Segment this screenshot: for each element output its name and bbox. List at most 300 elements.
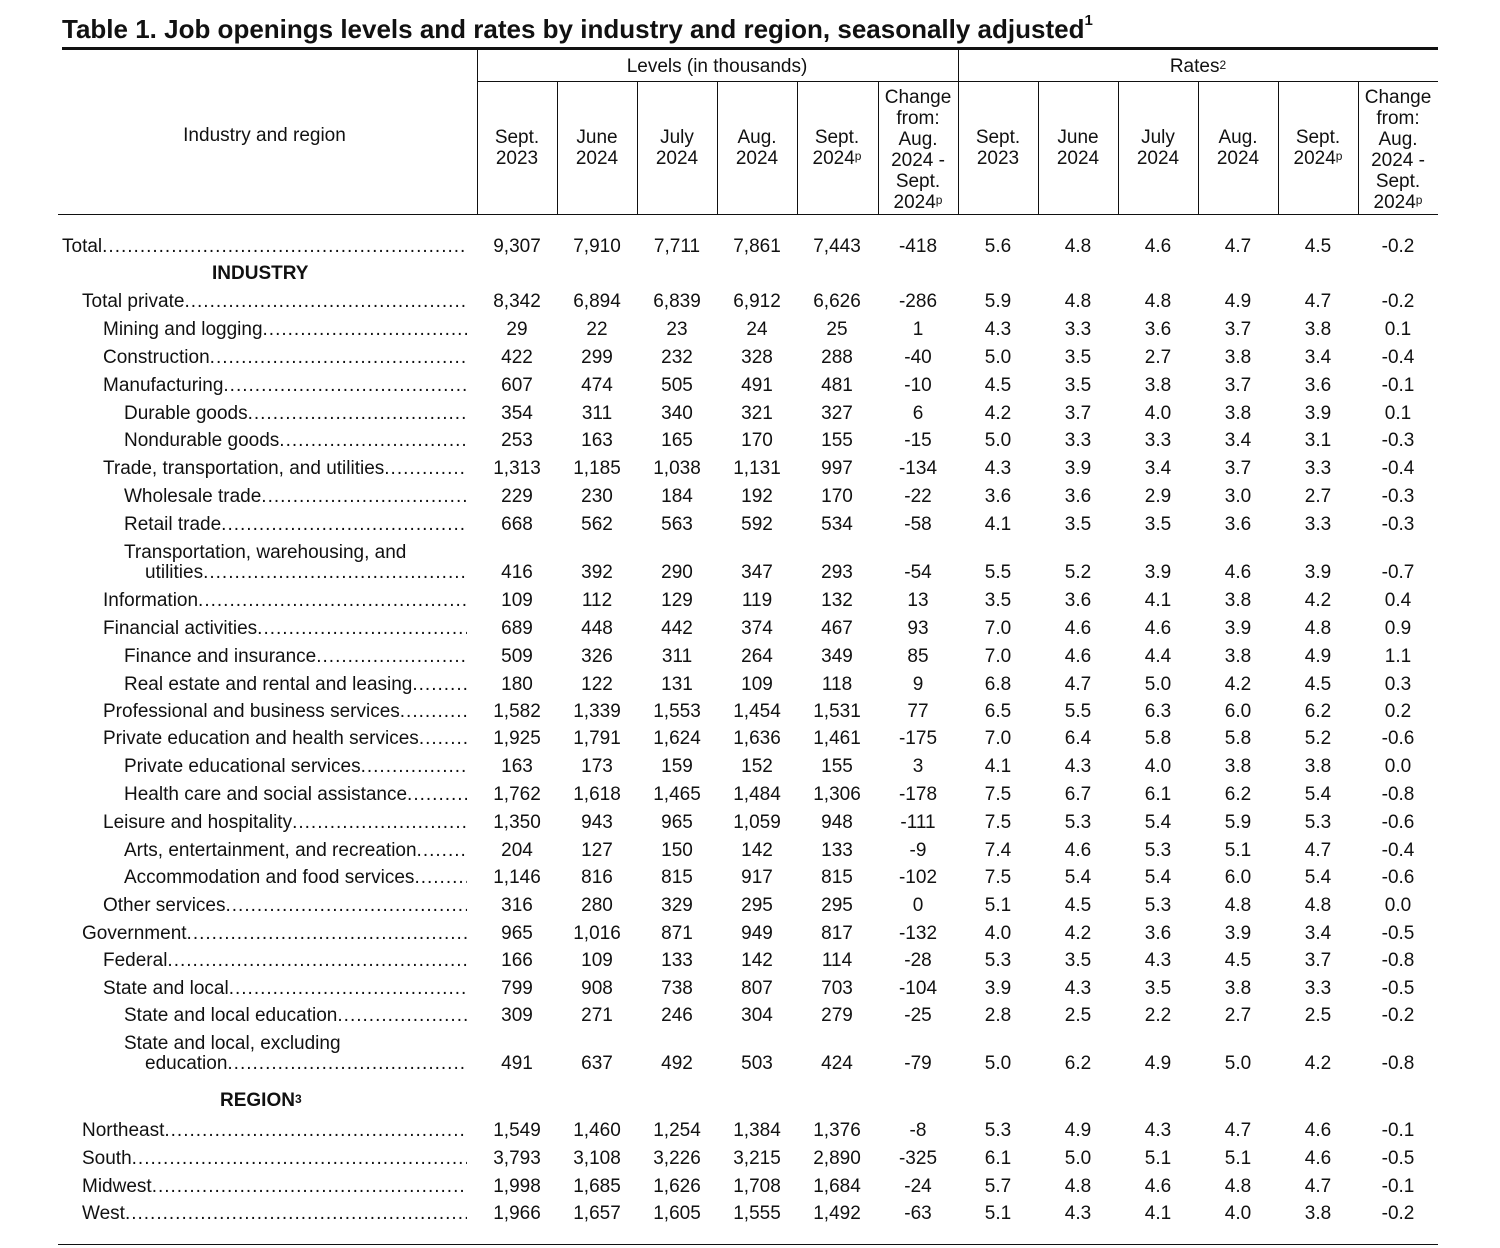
level-cell: 109 — [581, 950, 613, 971]
rate-cell: 4.8 — [1064, 1176, 1092, 1197]
level-cell: 816 — [581, 867, 613, 888]
rate-cell: 4.5 — [1304, 236, 1332, 257]
level-cell: -102 — [898, 867, 938, 888]
rate-cell: 3.4 — [1144, 458, 1172, 479]
leader-dots — [225, 895, 467, 916]
level-cell: 1,626 — [653, 1176, 701, 1197]
row-label-text: Total — [62, 236, 103, 257]
row-label — [124, 840, 467, 861]
title-rule — [62, 47, 1438, 50]
level-cell: 1,376 — [813, 1120, 861, 1141]
rate-cell: 3.0 — [1224, 486, 1252, 507]
level-cell: 131 — [661, 674, 693, 695]
level-cell: 562 — [581, 514, 613, 535]
rate-cell: 5.4 — [1304, 784, 1332, 805]
level-cell: 799 — [501, 978, 533, 999]
rate-cell: 3.8 — [1224, 756, 1252, 777]
level-cell: 109 — [501, 590, 533, 611]
section-industry: INDUSTRY — [212, 263, 309, 284]
rate-cell: 4.3 — [1064, 1203, 1092, 1224]
leader-dots — [164, 1120, 467, 1141]
rate-cell: 5.4 — [1064, 867, 1092, 888]
rate-cell: 4.2 — [984, 403, 1012, 424]
level-cell: 152 — [741, 756, 773, 777]
rate-cell: 4.3 — [984, 319, 1012, 340]
level-cell: 271 — [581, 1005, 613, 1026]
level-cell: 118 — [821, 674, 853, 695]
level-cell: 607 — [501, 375, 533, 396]
level-cell: -286 — [898, 291, 938, 312]
level-cell: 1,131 — [733, 458, 781, 479]
level-cell: 917 — [741, 867, 773, 888]
level-cell: 184 — [661, 486, 693, 507]
level-cell: 114 — [821, 950, 853, 971]
rate-cell: -0.7 — [1381, 562, 1415, 583]
rate-cell: 5.1 — [1144, 1148, 1172, 1169]
leader-dots — [417, 840, 467, 861]
row-label-text: Nondurable goods — [124, 430, 280, 451]
level-cell: 253 — [501, 430, 533, 451]
rate-cell: 3.8 — [1144, 375, 1172, 396]
row-label — [82, 291, 467, 312]
level-cell: 815 — [821, 867, 853, 888]
level-cell: 1,146 — [493, 867, 541, 888]
rate-cell: 3.9 — [984, 978, 1012, 999]
row-label — [124, 867, 467, 888]
level-cell: 1,465 — [653, 784, 701, 805]
level-cell: 534 — [821, 514, 853, 535]
level-cell: 392 — [581, 562, 613, 583]
level-cell: 1,460 — [573, 1120, 621, 1141]
row-label-text: Real estate and rental and leasing — [124, 674, 413, 695]
rate-cell: 5.4 — [1144, 812, 1172, 833]
preliminary-marker: p — [1335, 149, 1343, 163]
rate-cell: -0.4 — [1381, 458, 1415, 479]
rate-cell: 3.4 — [1224, 430, 1252, 451]
row-label — [103, 950, 467, 971]
level-cell: 7,443 — [813, 236, 861, 257]
leader-dots — [384, 458, 467, 479]
rate-cell: 3.6 — [1064, 590, 1092, 611]
rate-cell: 6.1 — [1144, 784, 1172, 805]
rate-cell: 4.9 — [1304, 646, 1332, 667]
rate-cell: 4.6 — [1064, 618, 1092, 639]
rate-cell: 3.7 — [1304, 950, 1332, 971]
level-cell: 9,307 — [493, 236, 541, 257]
rate-cell: 4.6 — [1304, 1120, 1332, 1141]
rate-cell: 4.2 — [1304, 1053, 1332, 1074]
row-label — [103, 812, 467, 833]
rate-cell: 4.8 — [1224, 1176, 1252, 1197]
rate-cell: 4.5 — [984, 375, 1012, 396]
leader-dots — [210, 347, 467, 368]
level-cell: 1,605 — [653, 1203, 701, 1224]
level-cell: 1,684 — [813, 1176, 861, 1197]
rate-cell: 0.4 — [1384, 590, 1412, 611]
rate-cell: -0.4 — [1381, 347, 1415, 368]
level-cell: 230 — [581, 486, 613, 507]
rate-cell: -0.5 — [1381, 1148, 1415, 1169]
level-cell: 1,685 — [573, 1176, 621, 1197]
rate-cell: 7.0 — [984, 618, 1012, 639]
rate-cell: 0.1 — [1384, 403, 1412, 424]
rate-cell: 5.1 — [1224, 1148, 1252, 1169]
rate-cell: 5.4 — [1304, 867, 1332, 888]
rate-cell: 6.1 — [984, 1148, 1012, 1169]
level-cell: 1,553 — [653, 701, 701, 722]
row-label — [82, 923, 467, 944]
rate-cell: 4.1 — [984, 514, 1012, 535]
row-label-text: West — [82, 1203, 125, 1224]
column-header: Aug. 2024 — [735, 127, 779, 169]
rate-cell: 4.0 — [1144, 756, 1172, 777]
rate-cell: 5.6 — [984, 236, 1012, 257]
row-label-text: Mining and logging — [103, 319, 263, 340]
rate-cell: 3.9 — [1304, 562, 1332, 583]
rate-cell: -0.8 — [1381, 784, 1415, 805]
rate-cell: 3.5 — [1144, 514, 1172, 535]
level-cell: 703 — [821, 978, 853, 999]
level-cell: 592 — [741, 514, 773, 535]
rate-cell: 4.1 — [984, 756, 1012, 777]
rate-cell: 5.7 — [984, 1176, 1012, 1197]
row-label-text: South — [82, 1148, 132, 1169]
rate-cell: 3.7 — [1064, 403, 1092, 424]
level-cell: 1,925 — [493, 728, 541, 749]
rate-cell: 5.8 — [1144, 728, 1172, 749]
row-label — [124, 1005, 467, 1026]
row-label — [103, 319, 467, 340]
column-header: Aug. 2024 — [1216, 127, 1260, 169]
rate-cell: 3.6 — [1304, 375, 1332, 396]
row-label-text: Accommodation and food services — [124, 867, 415, 888]
level-cell: 1,555 — [733, 1203, 781, 1224]
level-cell: 180 — [501, 674, 533, 695]
rate-cell: 5.2 — [1304, 728, 1332, 749]
rate-cell: 4.1 — [1144, 590, 1172, 611]
level-cell: 563 — [661, 514, 693, 535]
rate-cell: 5.0 — [1144, 674, 1172, 695]
leader-dots — [279, 430, 467, 451]
level-cell: 163 — [581, 430, 613, 451]
rate-cell: 4.5 — [1304, 674, 1332, 695]
level-cell: 1,618 — [573, 784, 621, 805]
level-cell: 965 — [501, 923, 533, 944]
rate-cell: 6.8 — [984, 674, 1012, 695]
level-cell: 1,038 — [653, 458, 701, 479]
rate-cell: 4.3 — [1064, 978, 1092, 999]
rate-cell: 4.3 — [984, 458, 1012, 479]
column-header: Sept. 2024$^p$ — [812, 127, 862, 169]
leader-dots — [361, 756, 467, 777]
row-label-text: State and local education — [124, 1005, 338, 1026]
region-footnote: 3 — [294, 1092, 302, 1106]
level-cell: 481 — [821, 375, 853, 396]
level-cell: 1,254 — [653, 1120, 701, 1141]
level-cell: 122 — [581, 674, 613, 695]
table-title-text: Table 1. Job openings levels and rates by industry and region, seasonally adjusted — [62, 14, 1085, 44]
rate-cell: 5.0 — [1224, 1053, 1252, 1074]
level-cell: 1,306 — [813, 784, 861, 805]
level-cell: -132 — [898, 923, 938, 944]
rate-cell: 5.5 — [984, 562, 1012, 583]
rate-cell: 3.9 — [1224, 618, 1252, 639]
rate-cell: 3.5 — [984, 590, 1012, 611]
level-cell: 448 — [581, 618, 613, 639]
level-cell: 668 — [501, 514, 533, 535]
rate-cell: 3.6 — [1224, 514, 1252, 535]
rate-cell: 3.6 — [1064, 486, 1092, 507]
level-cell: 85 — [907, 646, 929, 667]
level-cell: 311 — [581, 403, 613, 424]
level-cell: 1,461 — [813, 728, 861, 749]
rate-cell: 4.3 — [1144, 1120, 1172, 1141]
level-cell: 288 — [821, 347, 853, 368]
row-label — [145, 562, 467, 583]
row-label-text: education — [145, 1053, 228, 1074]
row-label — [124, 784, 467, 805]
rate-cell: 6.5 — [984, 701, 1012, 722]
rate-cell: 6.2 — [1064, 1053, 1092, 1074]
rate-cell: 6.2 — [1304, 701, 1332, 722]
level-cell: 948 — [821, 812, 853, 833]
level-cell: 309 — [501, 1005, 533, 1026]
rate-cell: 4.8 — [1064, 236, 1092, 257]
level-cell: 2,890 — [813, 1148, 861, 1169]
leader-dots — [227, 1053, 467, 1074]
row-label — [82, 1176, 467, 1197]
row-label-text: Wholesale trade — [124, 486, 262, 507]
rate-cell: 4.3 — [1064, 756, 1092, 777]
rate-cell: 4.8 — [1144, 291, 1172, 312]
level-cell: 424 — [821, 1053, 853, 1074]
rate-cell: 6.0 — [1224, 867, 1252, 888]
level-cell: 1,549 — [493, 1120, 541, 1141]
level-cell: 354 — [501, 403, 533, 424]
rate-cell: 7.5 — [984, 867, 1012, 888]
level-cell: 316 — [501, 895, 533, 916]
rate-cell: 7.5 — [984, 784, 1012, 805]
level-cell: 8,342 — [493, 291, 541, 312]
rate-cell: 3.8 — [1304, 1203, 1332, 1224]
row-label-text: Government — [82, 923, 187, 944]
level-cell: 119 — [741, 590, 773, 611]
rate-cell: 6.7 — [1064, 784, 1092, 805]
level-cell: 1,313 — [493, 458, 541, 479]
level-cell: -24 — [904, 1176, 932, 1197]
leader-dots — [257, 618, 467, 639]
level-cell: 321 — [741, 403, 773, 424]
rate-cell: 4.0 — [984, 923, 1012, 944]
rate-cell: -0.6 — [1381, 867, 1415, 888]
rate-cell: 4.8 — [1224, 895, 1252, 916]
rate-cell: 6.0 — [1224, 701, 1252, 722]
level-cell: 416 — [501, 562, 533, 583]
level-cell: 132 — [821, 590, 853, 611]
level-cell: -58 — [904, 514, 932, 535]
rate-cell: 3.5 — [1064, 347, 1092, 368]
rate-cell: 1.1 — [1384, 646, 1412, 667]
level-cell: 264 — [741, 646, 773, 667]
level-cell: 304 — [741, 1005, 773, 1026]
rate-cell: -0.3 — [1381, 486, 1415, 507]
level-cell: 93 — [907, 618, 929, 639]
rate-cell: 0.1 — [1384, 319, 1412, 340]
rate-cell: 5.3 — [1144, 895, 1172, 916]
level-cell: 491 — [501, 1053, 533, 1074]
level-cell: 29 — [506, 319, 528, 340]
rate-cell: -0.2 — [1381, 291, 1415, 312]
row-label-text: Other services — [103, 895, 226, 916]
rate-cell: 4.2 — [1304, 590, 1332, 611]
rate-cell: 3.3 — [1304, 458, 1332, 479]
preliminary-marker: p — [1415, 193, 1423, 207]
group-header-label: Rates — [1169, 56, 1220, 77]
rate-cell: 2.5 — [1064, 1005, 1092, 1026]
column-header: July 2024 — [1136, 127, 1180, 169]
rate-cell: 5.1 — [984, 895, 1012, 916]
rate-cell: 5.3 — [1144, 840, 1172, 861]
rate-cell: 3.6 — [984, 486, 1012, 507]
level-cell: 1,762 — [493, 784, 541, 805]
rate-cell: 2.7 — [1224, 1005, 1252, 1026]
rate-cell: 3.8 — [1304, 756, 1332, 777]
rate-cell: 5.4 — [1144, 867, 1172, 888]
column-header-change: Change from: Aug. 2024 - Sept. 2024$^p$ — [1364, 87, 1432, 213]
level-cell: -104 — [898, 978, 938, 999]
row-label — [124, 646, 467, 667]
rate-cell: 3.9 — [1064, 458, 1092, 479]
leader-dots — [223, 375, 467, 396]
column-header: July 2024 — [655, 127, 699, 169]
level-cell: 170 — [821, 486, 853, 507]
rate-cell: 4.5 — [1224, 950, 1252, 971]
rate-cell: -0.1 — [1381, 1120, 1415, 1141]
level-cell: 112 — [581, 590, 613, 611]
level-cell: -10 — [904, 375, 932, 396]
rate-cell: 7.0 — [984, 728, 1012, 749]
title-footnote: 1 — [1084, 12, 1093, 29]
leader-dots — [187, 923, 467, 944]
leader-dots — [292, 812, 467, 833]
level-cell: -22 — [904, 486, 932, 507]
level-cell: -134 — [898, 458, 938, 479]
level-cell: 329 — [661, 895, 693, 916]
row-label-text: Total private — [82, 291, 185, 312]
row-label-text: Construction — [103, 347, 210, 368]
leader-dots — [102, 236, 467, 257]
row-label-text: Private education and health services — [103, 728, 419, 749]
level-cell: 503 — [741, 1053, 773, 1074]
row-label-text: Health care and social assistance — [124, 784, 408, 805]
level-cell: 1,016 — [573, 923, 621, 944]
rate-cell: 4.6 — [1064, 840, 1092, 861]
row-label-text: Information — [103, 590, 199, 611]
level-cell: 3,793 — [493, 1148, 541, 1169]
rate-cell: 3.6 — [1144, 319, 1172, 340]
level-cell: -325 — [898, 1148, 938, 1169]
row-label — [124, 430, 467, 451]
leader-dots — [221, 514, 467, 535]
rate-cell: 2.7 — [1144, 347, 1172, 368]
leader-dots — [407, 784, 467, 805]
rate-cell: 5.0 — [984, 347, 1012, 368]
level-cell: 807 — [741, 978, 773, 999]
level-cell: -175 — [898, 728, 938, 749]
level-cell: 1,531 — [813, 701, 861, 722]
level-cell: 1,791 — [573, 728, 621, 749]
level-cell: 280 — [581, 895, 613, 916]
rate-cell: 4.6 — [1144, 618, 1172, 639]
leader-dots — [132, 1148, 467, 1169]
rate-cell: 3.8 — [1224, 646, 1252, 667]
level-cell: -178 — [898, 784, 938, 805]
rate-cell: -0.8 — [1381, 950, 1415, 971]
level-cell: 871 — [661, 923, 693, 944]
level-cell: 22 — [586, 319, 608, 340]
rate-cell: 0.9 — [1384, 618, 1412, 639]
level-cell: 1,492 — [813, 1203, 861, 1224]
rate-cell: 3.8 — [1224, 590, 1252, 611]
rate-cell: -0.2 — [1381, 236, 1415, 257]
level-cell: 3 — [912, 756, 924, 777]
level-cell: 6,894 — [573, 291, 621, 312]
rate-cell: 5.5 — [1064, 701, 1092, 722]
level-cell: 295 — [741, 895, 773, 916]
rate-cell: 3.7 — [1224, 375, 1252, 396]
preliminary-marker: p — [935, 193, 943, 207]
rate-cell: 5.1 — [984, 1203, 1012, 1224]
rate-cell: 7.5 — [984, 812, 1012, 833]
rate-cell: 5.9 — [984, 291, 1012, 312]
rate-cell: -0.5 — [1381, 978, 1415, 999]
rate-cell: 5.3 — [1304, 812, 1332, 833]
level-cell: 311 — [661, 646, 693, 667]
row-label-text: Northeast — [82, 1120, 165, 1141]
rate-cell: 4.6 — [1304, 1148, 1332, 1169]
level-cell: 327 — [821, 403, 853, 424]
group-header — [477, 56, 957, 78]
rate-cell: 2.9 — [1144, 486, 1172, 507]
level-cell: 467 — [821, 618, 853, 639]
row-label-text: Finance and insurance — [124, 646, 317, 667]
level-cell: 0 — [912, 895, 924, 916]
rate-cell: 3.5 — [1064, 950, 1092, 971]
leader-dots — [198, 590, 467, 611]
rate-cell: 4.6 — [1144, 1176, 1172, 1197]
level-cell: 7,910 — [573, 236, 621, 257]
rate-cell: 0.0 — [1384, 756, 1412, 777]
rate-cell: -0.6 — [1381, 812, 1415, 833]
rate-cell: 6.4 — [1064, 728, 1092, 749]
rate-cell: 5.3 — [984, 950, 1012, 971]
rate-cell: 3.8 — [1224, 347, 1252, 368]
leader-dots — [414, 867, 467, 888]
row-label-text: Retail trade — [124, 514, 222, 535]
row-label-text: Leisure and hospitality — [103, 812, 293, 833]
rate-cell: 0.2 — [1384, 701, 1412, 722]
rate-cell: 4.8 — [1304, 895, 1332, 916]
rate-cell: 3.3 — [1064, 319, 1092, 340]
rate-cell: 3.3 — [1064, 430, 1092, 451]
row-label — [103, 701, 467, 722]
row-label — [82, 1120, 467, 1141]
level-cell: 474 — [581, 375, 613, 396]
level-cell: 1,708 — [733, 1176, 781, 1197]
column-header: June 2024 — [575, 127, 619, 169]
level-cell: 1,384 — [733, 1120, 781, 1141]
level-cell: 3,226 — [653, 1148, 701, 1169]
